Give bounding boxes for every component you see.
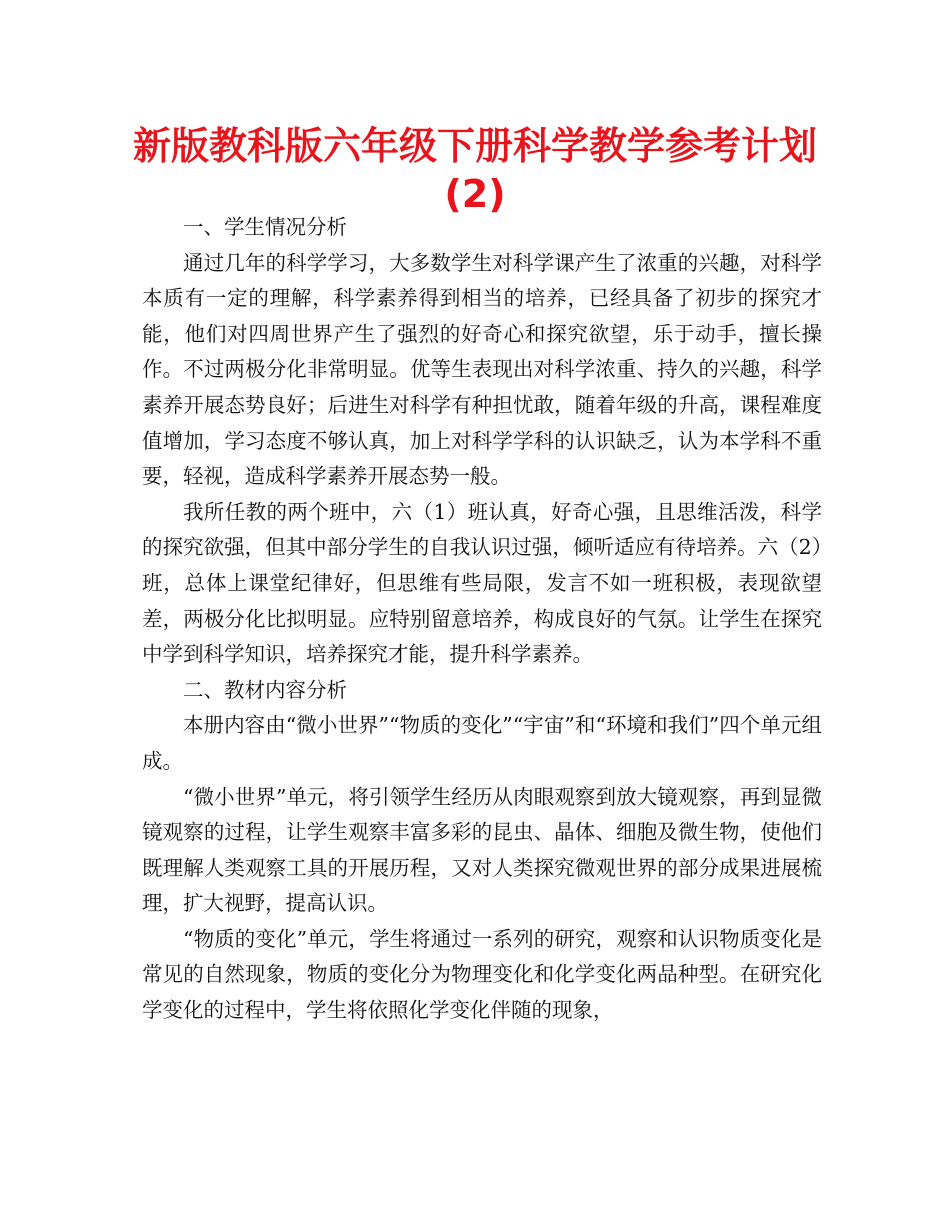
section-heading: 二、教材内容分析 (183, 677, 347, 702)
document-body (142, 210, 822, 1029)
paragraph: “微小世界”单元，将引领学生经历从肉眼观察到放大镜观察，再到显微镜观察的过程，让学生观察丰富多彩的昆虫、晶体、细胞及微生物，使他们既理解人类观察工具的开展历程，又对人类探究微观世界的部分成果进展梳理，扩大视野，提高认识。 (142, 784, 822, 916)
document-title: 新版教科版六年级下册科学教学参考计划 (132, 124, 817, 168)
document-title-suffix: (2) (444, 172, 506, 216)
paragraph: 本册内容由“微小世界”“物质的变化”“宇宙”和“环境和我们”四个单元组成。 (142, 713, 822, 773)
section-heading: 一、学生情况分析 (183, 215, 347, 239)
paragraph: 我所任教的两个班中，六（1）班认真，好奇心强，且思维活泼，科学的探究欲强，但其中部分学生的自我认识过强，倾听适应有待培养。六（2）班，总体上课堂纪律好，但思维有些局限，发言不如一班积极，表现欲望差，两极分化比拟明显。应特别留意培养，构成良好的气氛。让学生在探究中学到科学知识，培养探究才能，提升科学素养。 (142, 499, 822, 667)
paragraph: “物质的变化”单元，学生将通过一系列的研究，观察和认识物质变化是常见的自然现象，物质的变化分为物理变化和化学变化两品种型。在研究化学变化的过程中，学生将依照化学变化伴随的现象， (142, 926, 822, 1023)
paragraph: 通过几年的科学学习，大多数学生对科学课产生了浓重的兴趣，对科学本质有一定的理解，科学素养得到相当的培养，已经具备了初步的探究才能，他们对四周世界产生了强烈的好奇心和探究欲望，乐于动手，擅长操作。不过两极分化非常明显。优等生表现出对科学浓重、持久的兴趣，科学素养开展态势良好；后进生对科学有种担忧敢，随着年级的升高，课程难度值增加，学习态度不够认真，加上对科学学科的认识缺乏，认为本学科不重要，轻视，造成科学素养开展态势一般。 (142, 250, 822, 489)
